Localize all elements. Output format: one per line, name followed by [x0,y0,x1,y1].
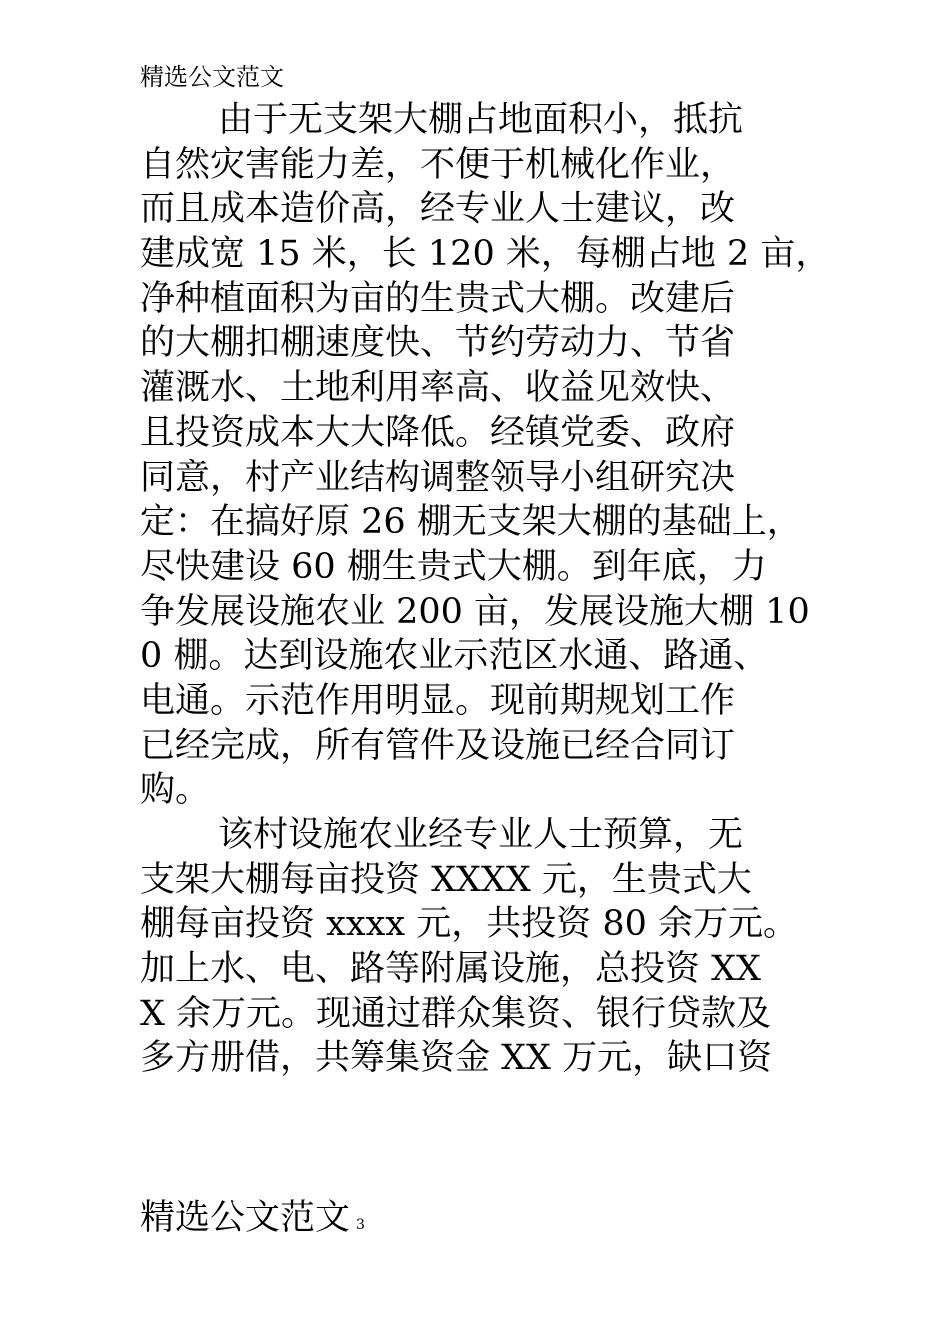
text-line: 棚每亩投资 xxxx 元，共投资 80 余万元。 [140,904,798,945]
text-line: 建成宽 15 米，长 120 米，每棚占地 2 亩， [140,234,831,275]
page-footer [140,1196,365,1247]
text-line: 加上水、电、路等附属设施，总投资 XX [140,949,761,990]
text-line: 多方册借，共筹集资金 XX 万元，缺口资 [140,1038,773,1079]
document-body [140,98,830,1081]
page-header: 精选公文范文 [140,63,284,91]
text-line: 且投资成本大大降低。经镇党委、政府 [140,412,736,453]
paragraph [140,813,830,1081]
text-line: 的大棚扣棚速度快、节约劳动力、节省 [140,323,736,364]
text-line: 同意，村产业结构调整领导小组研究决 [140,457,736,498]
text-line: 定：在搞好原 26 棚无支架大棚的基础上， [140,502,802,543]
text-line: 已经完成，所有管件及设施已经合同订 [140,725,736,766]
text-line: 支架大棚每亩投资 XXXX 元，生贵式大 [140,859,752,900]
footer-text: 精选公文范文 [140,1198,351,1238]
text-line: 电通。示范作用明显。现前期规划工作 [140,680,736,721]
text-line: 0 棚。达到设施农业示范区水通、路通、 [140,636,769,677]
text-line: 净种植面积为亩的生贵式大棚。改建后 [140,278,736,319]
text-line: 而且成本造价高，经专业人士建议，改 [140,189,736,230]
text-line: 灌溉水、土地利用率高、收益见效快、 [140,368,736,409]
page-number: 3 [356,1217,365,1233]
text-line: 购。 [140,770,211,811]
paragraph [140,98,830,813]
text-line: 该村设施农业经专业人士预算，无 [218,815,744,855]
text-line: 争发展设施农业 200 亩，发展设施大棚 10 [140,591,810,632]
text-line: 自然灾害能力差，不便于机械化作业， [140,144,736,185]
text-line: X 余万元。现通过群众集资、银行贷款及 [140,993,772,1034]
text-line: 尽快建设 60 棚生贵式大棚。到年底，力 [140,546,767,587]
text-line: 由于无支架大棚占地面积小，抵抗 [218,100,744,140]
